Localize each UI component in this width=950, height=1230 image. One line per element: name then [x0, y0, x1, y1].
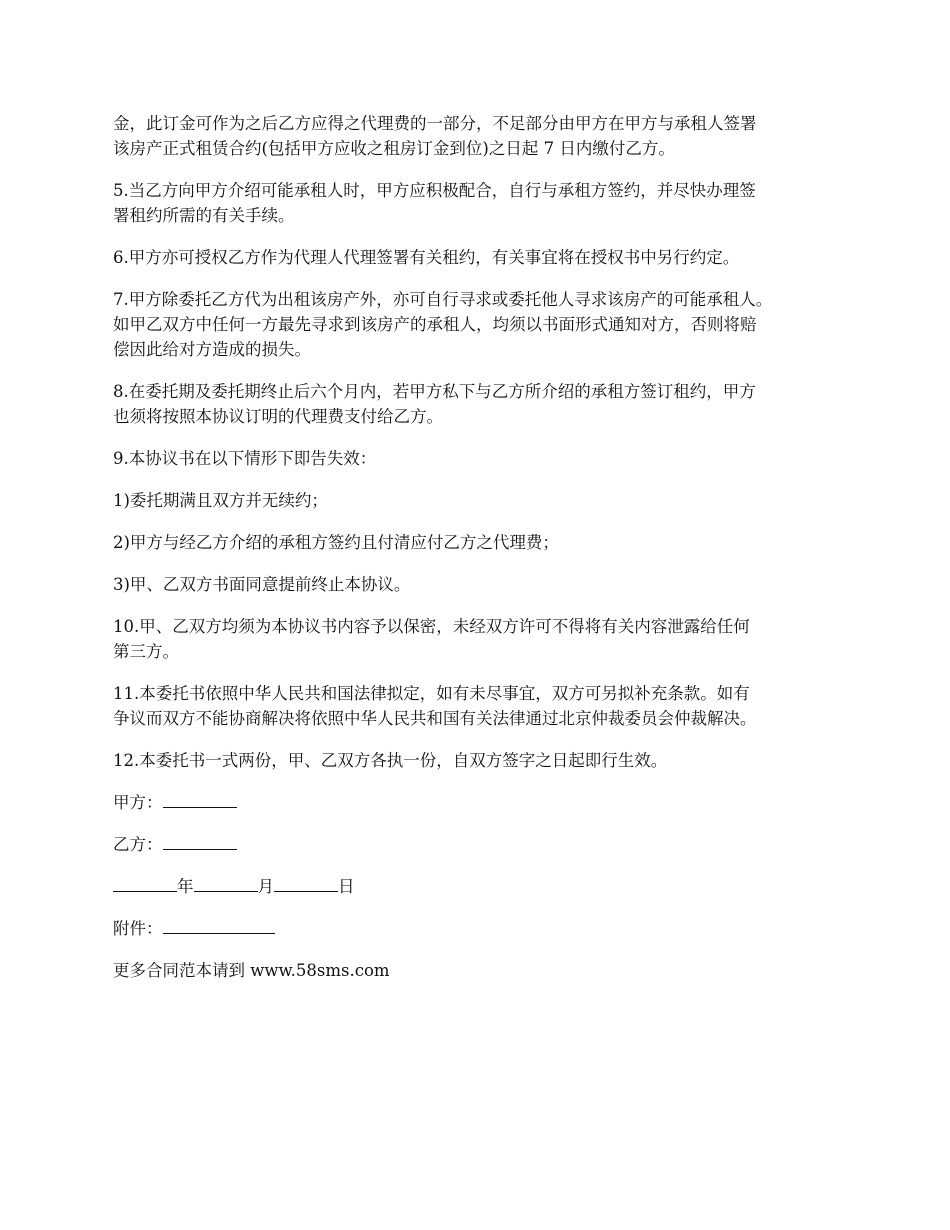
paragraph-condition-3 [113, 572, 848, 597]
party-a-signature-blank[interactable] [163, 791, 237, 808]
day-blank[interactable] [274, 875, 338, 892]
text-line: 该房产正式租赁合约(包括甲方应收之租房订金到位)之日起 7 日内缴付乙方。 [113, 139, 675, 158]
month-label: 月 [257, 877, 274, 896]
paragraph-clause-7 [113, 287, 848, 362]
paragraph-clause-10 [113, 614, 848, 664]
paragraph-condition-1 [113, 488, 848, 513]
signature-date [113, 874, 848, 899]
signature-party-b [113, 832, 848, 857]
text-line: 7.甲方除委托乙方代为出租该房产外，亦可自行寻求或委托他人寻求该房产的可能承租人。 [113, 290, 773, 309]
year-blank[interactable] [113, 875, 177, 892]
text-line: 9.本协议书在以下情形下即告失效： [113, 449, 377, 468]
text-line: 偿因此给对方造成的损失。 [113, 340, 311, 359]
signature-party-a [113, 790, 848, 815]
signature-attachment [113, 916, 848, 941]
text-line: 争议而双方不能协商解决将依照中华人民共和国有关法律通过北京仲裁委员会仲裁解决。 [113, 709, 757, 728]
attachment-blank[interactable] [163, 917, 275, 934]
text-line: 10.甲、乙双方均须为本协议书内容予以保密，未经双方许可不得将有关内容泄露给任何 [113, 617, 750, 636]
text-line: 金，此订金可作为之后乙方应得之代理费的一部分，不足部分由甲方在甲方与承租人签署 [113, 114, 757, 133]
footer-note [113, 958, 848, 983]
text-line: 5.当乙方向甲方介绍可能承租人时，甲方应积极配合，自行与承租方签约，并尽快办理签 [113, 181, 756, 200]
document-body [113, 111, 848, 1000]
paragraph-clause-11 [113, 681, 848, 731]
text-line: 3)甲、乙双方书面同意提前终止本协议。 [113, 575, 411, 594]
paragraph-deposit-continued [113, 111, 848, 161]
text-line: 12.本委托书一式两份，甲、乙双方各执一份，自双方签字之日起即行生效。 [113, 751, 668, 770]
paragraph-condition-2 [113, 530, 848, 555]
text-line: 6.甲方亦可授权乙方作为代理人代理签署有关租约，有关事宜将在授权书中另行约定。 [113, 248, 740, 267]
text-line: 如甲乙双方中任何一方最先寻求到该房产的承租人，均须以书面形式通知对方，否则将赔 [113, 315, 757, 334]
year-label: 年 [177, 877, 194, 896]
text-line: 2)甲方与经乙方介绍的承租方签约且付清应付乙方之代理费； [113, 533, 559, 552]
text-line: 也须将按照本协议订明的代理费支付给乙方。 [113, 407, 443, 426]
text-line: 1)委托期满且双方并无续约； [113, 491, 328, 510]
party-b-label: 乙方： [113, 835, 163, 854]
paragraph-clause-6 [113, 245, 848, 270]
text-line: 11.本委托书依照中华人民共和国法律拟定，如有未尽事宜，双方可另拟补充条款。如有 [113, 684, 750, 703]
text-line: 8.在委托期及委托期终止后六个月内，若甲方私下与乙方所介绍的承租方签订租约，甲方 [113, 382, 756, 401]
month-blank[interactable] [194, 875, 258, 892]
party-a-label: 甲方： [113, 793, 163, 812]
day-label: 日 [338, 877, 355, 896]
text-line: 署租约所需的有关手续。 [113, 206, 295, 225]
text-line: 第三方。 [113, 642, 179, 661]
footer-text: 更多合同范本请到 www.58sms.com [113, 961, 390, 980]
paragraph-clause-5 [113, 178, 848, 228]
paragraph-clause-9 [113, 446, 848, 471]
attachment-label: 附件： [113, 919, 163, 938]
paragraph-clause-8 [113, 379, 848, 429]
party-b-signature-blank[interactable] [163, 833, 237, 850]
paragraph-clause-12 [113, 748, 848, 773]
